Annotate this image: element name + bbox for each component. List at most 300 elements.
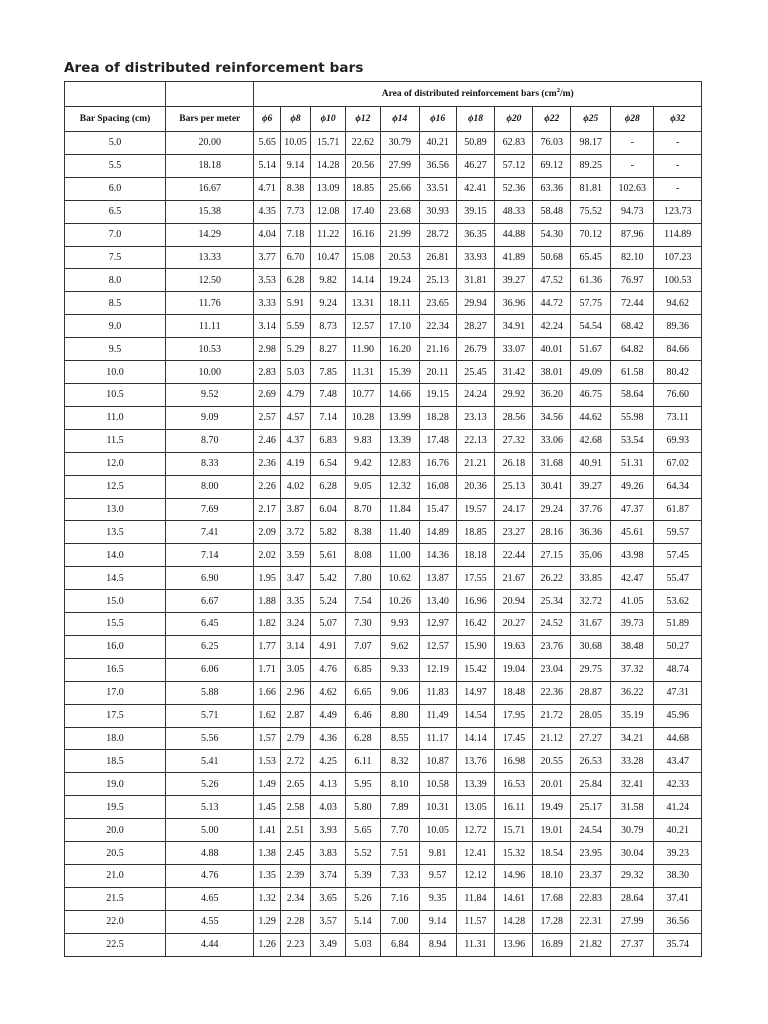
cell-area: 46.75 <box>571 383 611 406</box>
cell-area: 2.83 <box>254 361 280 384</box>
cell-area: 19.57 <box>456 498 495 521</box>
cell-area: 54.54 <box>571 315 611 338</box>
cell-bar-spacing: 20.5 <box>65 842 166 865</box>
cell-area: 20.11 <box>419 361 456 384</box>
cell-area: 6.65 <box>346 681 381 704</box>
cell-area: 3.24 <box>280 613 311 636</box>
column-header-diameter: ϕ14 <box>380 107 419 132</box>
cell-bars-per-meter: 5.88 <box>166 681 254 704</box>
cell-area: 28.27 <box>456 315 495 338</box>
header-blank-cell <box>166 82 254 107</box>
cell-area: 2.34 <box>280 887 311 910</box>
cell-area: 7.73 <box>280 200 311 223</box>
cell-area: 21.99 <box>380 223 419 246</box>
cell-area: 17.48 <box>419 429 456 452</box>
cell-area: 58.48 <box>533 200 571 223</box>
cell-area: 8.08 <box>346 544 381 567</box>
cell-area: 84.66 <box>654 338 702 361</box>
table-row <box>65 613 702 636</box>
cell-area: 7.07 <box>346 635 381 658</box>
cell-area: 2.58 <box>280 796 311 819</box>
cell-area: 38.01 <box>533 361 571 384</box>
cell-bars-per-meter: 7.69 <box>166 498 254 521</box>
cell-area: 15.32 <box>495 842 533 865</box>
cell-area: 7.85 <box>311 361 346 384</box>
cell-area: 3.72 <box>280 521 311 544</box>
cell-bar-spacing: 11.5 <box>65 429 166 452</box>
cell-area: 9.57 <box>419 865 456 888</box>
cell-area: 27.99 <box>611 910 654 933</box>
cell-area: 13.39 <box>456 773 495 796</box>
cell-area: 15.71 <box>495 819 533 842</box>
cell-bars-per-meter: 5.41 <box>166 750 254 773</box>
table-row <box>65 865 702 888</box>
cell-area: 9.05 <box>346 475 381 498</box>
cell-area: 37.41 <box>654 887 702 910</box>
cell-area: 27.27 <box>571 727 611 750</box>
cell-area: 14.14 <box>456 727 495 750</box>
column-header-diameter: ϕ6 <box>254 107 280 132</box>
cell-area: 21.21 <box>456 452 495 475</box>
cell-area: 7.14 <box>311 406 346 429</box>
cell-area: 2.23 <box>280 933 311 956</box>
cell-bars-per-meter: 8.70 <box>166 429 254 452</box>
cell-area: 1.71 <box>254 658 280 681</box>
cell-area: 15.71 <box>311 132 346 155</box>
cell-area: 26.81 <box>419 246 456 269</box>
cell-area: 22.34 <box>419 315 456 338</box>
cell-area: 48.33 <box>495 200 533 223</box>
cell-area: 62.83 <box>495 132 533 155</box>
cell-area: 6.70 <box>280 246 311 269</box>
cell-area: 9.81 <box>419 842 456 865</box>
cell-area: 5.14 <box>346 910 381 933</box>
cell-area: 9.14 <box>280 154 311 177</box>
cell-area: 12.08 <box>311 200 346 223</box>
table-row <box>65 292 702 315</box>
cell-area: 10.05 <box>280 132 311 155</box>
cell-area: 15.42 <box>456 658 495 681</box>
cell-area: 31.68 <box>533 452 571 475</box>
cell-area: 44.62 <box>571 406 611 429</box>
cell-area: 1.66 <box>254 681 280 704</box>
header-blank-cell <box>65 82 166 107</box>
cell-area: 29.24 <box>533 498 571 521</box>
cell-area: 98.17 <box>571 132 611 155</box>
cell-area: 25.13 <box>495 475 533 498</box>
table-row <box>65 154 702 177</box>
table-row <box>65 383 702 406</box>
cell-area: 29.32 <box>611 865 654 888</box>
cell-area: 42.41 <box>456 177 495 200</box>
column-header-bar-spacing: Bar Spacing (cm) <box>65 107 166 132</box>
cell-area: 6.28 <box>311 475 346 498</box>
cell-area: 1.82 <box>254 613 280 636</box>
cell-area: 24.52 <box>533 613 571 636</box>
cell-area: 40.21 <box>419 132 456 155</box>
cell-area: 9.06 <box>380 681 419 704</box>
reinforcement-area-table <box>64 81 702 957</box>
cell-area: 36.56 <box>654 910 702 933</box>
cell-area: 28.05 <box>571 704 611 727</box>
cell-area: 24.24 <box>456 383 495 406</box>
cell-area: 8.55 <box>380 727 419 750</box>
cell-bar-spacing: 9.5 <box>65 338 166 361</box>
cell-area: 4.91 <box>311 635 346 658</box>
cell-area: 50.89 <box>456 132 495 155</box>
cell-area: 13.99 <box>380 406 419 429</box>
cell-area: 94.62 <box>654 292 702 315</box>
cell-area: 8.73 <box>311 315 346 338</box>
cell-area: 51.89 <box>654 613 702 636</box>
cell-area: 4.37 <box>280 429 311 452</box>
cell-area: 2.72 <box>280 750 311 773</box>
cell-area: 13.76 <box>456 750 495 773</box>
cell-bar-spacing: 10.5 <box>65 383 166 406</box>
cell-area: 4.03 <box>311 796 346 819</box>
cell-area: 7.70 <box>380 819 419 842</box>
cell-bars-per-meter: 4.55 <box>166 910 254 933</box>
cell-area: 13.05 <box>456 796 495 819</box>
cell-area: 28.87 <box>571 681 611 704</box>
cell-area: 34.91 <box>495 315 533 338</box>
table-row <box>65 177 702 200</box>
cell-area: 10.58 <box>419 773 456 796</box>
cell-area: - <box>654 132 702 155</box>
cell-bar-spacing: 12.0 <box>65 452 166 475</box>
cell-area: 7.54 <box>346 590 381 613</box>
cell-area: 33.28 <box>611 750 654 773</box>
table-row <box>65 269 702 292</box>
cell-area: 8.38 <box>346 521 381 544</box>
cell-area: 27.32 <box>495 429 533 452</box>
cell-area: 12.41 <box>456 842 495 865</box>
cell-bars-per-meter: 11.11 <box>166 315 254 338</box>
cell-area: 44.88 <box>495 223 533 246</box>
cell-area: 14.14 <box>346 269 381 292</box>
cell-area: 80.42 <box>654 361 702 384</box>
cell-area: 22.62 <box>346 132 381 155</box>
cell-area: 16.11 <box>495 796 533 819</box>
cell-area: 49.09 <box>571 361 611 384</box>
table-row <box>65 132 702 155</box>
cell-area: 5.61 <box>311 544 346 567</box>
cell-bars-per-meter: 5.71 <box>166 704 254 727</box>
cell-area: 13.87 <box>419 567 456 590</box>
cell-area: 12.72 <box>456 819 495 842</box>
cell-area: 76.60 <box>654 383 702 406</box>
cell-area: 25.34 <box>533 590 571 613</box>
cell-bar-spacing: 7.0 <box>65 223 166 246</box>
cell-area: 23.68 <box>380 200 419 223</box>
cell-bars-per-meter: 6.25 <box>166 635 254 658</box>
cell-bar-spacing: 18.5 <box>65 750 166 773</box>
cell-bars-per-meter: 18.18 <box>166 154 254 177</box>
cell-area: 1.45 <box>254 796 280 819</box>
cell-area: 19.01 <box>533 819 571 842</box>
cell-area: 47.52 <box>533 269 571 292</box>
cell-area: 69.93 <box>654 429 702 452</box>
cell-area: 67.02 <box>654 452 702 475</box>
column-header-bars-per-meter: Bars per meter <box>166 107 254 132</box>
table-row <box>65 223 702 246</box>
column-header-diameter: ϕ32 <box>654 107 702 132</box>
cell-area: 35.06 <box>571 544 611 567</box>
cell-bar-spacing: 8.5 <box>65 292 166 315</box>
cell-area: 6.28 <box>280 269 311 292</box>
cell-area: 5.26 <box>346 887 381 910</box>
cell-area: 7.48 <box>311 383 346 406</box>
cell-area: 30.04 <box>611 842 654 865</box>
cell-area: 3.35 <box>280 590 311 613</box>
cell-area: 34.56 <box>533 406 571 429</box>
cell-bar-spacing: 7.5 <box>65 246 166 269</box>
cell-area: 24.54 <box>571 819 611 842</box>
cell-bar-spacing: 10.0 <box>65 361 166 384</box>
table-row <box>65 750 702 773</box>
cell-bars-per-meter: 4.88 <box>166 842 254 865</box>
cell-area: 7.00 <box>380 910 419 933</box>
cell-area: 18.10 <box>533 865 571 888</box>
cell-area: 50.68 <box>533 246 571 269</box>
cell-area: 3.87 <box>280 498 311 521</box>
cell-bars-per-meter: 6.90 <box>166 567 254 590</box>
cell-area: 53.54 <box>611 429 654 452</box>
cell-area: 18.28 <box>419 406 456 429</box>
cell-area: 28.72 <box>419 223 456 246</box>
cell-area: 18.54 <box>533 842 571 865</box>
cell-area: 22.31 <box>571 910 611 933</box>
cell-area: 26.18 <box>495 452 533 475</box>
cell-area: 15.39 <box>380 361 419 384</box>
cell-bar-spacing: 6.0 <box>65 177 166 200</box>
cell-area: 23.13 <box>456 406 495 429</box>
cell-area: 8.70 <box>346 498 381 521</box>
cell-area: 1.57 <box>254 727 280 750</box>
cell-area: 14.97 <box>456 681 495 704</box>
cell-area: 13.96 <box>495 933 533 956</box>
cell-area: 19.49 <box>533 796 571 819</box>
cell-area: 6.46 <box>346 704 381 727</box>
cell-area: 16.20 <box>380 338 419 361</box>
cell-area: 5.65 <box>346 819 381 842</box>
cell-area: 6.83 <box>311 429 346 452</box>
cell-area: 14.61 <box>495 887 533 910</box>
cell-area: 2.39 <box>280 865 311 888</box>
cell-area: 5.95 <box>346 773 381 796</box>
cell-area: 11.84 <box>456 887 495 910</box>
cell-area: 12.32 <box>380 475 419 498</box>
cell-area: 53.62 <box>654 590 702 613</box>
cell-bar-spacing: 12.5 <box>65 475 166 498</box>
cell-bar-spacing: 9.0 <box>65 315 166 338</box>
cell-area: 11.40 <box>380 521 419 544</box>
cell-area: 4.19 <box>280 452 311 475</box>
table-row <box>65 635 702 658</box>
cell-area: 23.76 <box>533 635 571 658</box>
cell-area: 7.30 <box>346 613 381 636</box>
cell-bar-spacing: 22.5 <box>65 933 166 956</box>
cell-area: 2.79 <box>280 727 311 750</box>
cell-bars-per-meter: 4.65 <box>166 887 254 910</box>
column-header-diameter: ϕ28 <box>611 107 654 132</box>
cell-area: 2.26 <box>254 475 280 498</box>
cell-area: 8.80 <box>380 704 419 727</box>
cell-area: 19.63 <box>495 635 533 658</box>
cell-area: 18.18 <box>456 544 495 567</box>
table-row <box>65 361 702 384</box>
cell-area: 44.72 <box>533 292 571 315</box>
cell-area: 13.39 <box>380 429 419 452</box>
cell-area: 33.51 <box>419 177 456 200</box>
cell-area: 39.27 <box>495 269 533 292</box>
cell-area: 36.35 <box>456 223 495 246</box>
cell-area: 17.40 <box>346 200 381 223</box>
cell-area: 27.15 <box>533 544 571 567</box>
cell-area: 8.32 <box>380 750 419 773</box>
cell-bar-spacing: 11.0 <box>65 406 166 429</box>
cell-area: 73.11 <box>654 406 702 429</box>
cell-area: 1.95 <box>254 567 280 590</box>
cell-area: 3.53 <box>254 269 280 292</box>
cell-bar-spacing: 22.0 <box>65 910 166 933</box>
cell-area: 21.67 <box>495 567 533 590</box>
cell-area: 17.10 <box>380 315 419 338</box>
table-row <box>65 796 702 819</box>
cell-area: 2.57 <box>254 406 280 429</box>
table-row <box>65 681 702 704</box>
cell-bar-spacing: 16.0 <box>65 635 166 658</box>
cell-area: 5.91 <box>280 292 311 315</box>
cell-area: 2.28 <box>280 910 311 933</box>
cell-area: - <box>654 177 702 200</box>
cell-area: 11.57 <box>456 910 495 933</box>
cell-area: 13.09 <box>311 177 346 200</box>
cell-area: 16.16 <box>346 223 381 246</box>
cell-area: 33.85 <box>571 567 611 590</box>
cell-bars-per-meter: 6.06 <box>166 658 254 681</box>
cell-area: 61.87 <box>654 498 702 521</box>
cell-area: 29.94 <box>456 292 495 315</box>
cell-bar-spacing: 15.5 <box>65 613 166 636</box>
cell-area: 4.49 <box>311 704 346 727</box>
cell-area: 32.72 <box>571 590 611 613</box>
cell-bars-per-meter: 7.14 <box>166 544 254 567</box>
cell-area: 11.83 <box>419 681 456 704</box>
cell-area: 6.28 <box>346 727 381 750</box>
cell-area: 76.03 <box>533 132 571 155</box>
cell-area: - <box>611 154 654 177</box>
cell-area: 14.89 <box>419 521 456 544</box>
cell-area: 17.45 <box>495 727 533 750</box>
table-row <box>65 498 702 521</box>
cell-area: 31.81 <box>456 269 495 292</box>
cell-bar-spacing: 14.0 <box>65 544 166 567</box>
cell-area: 57.45 <box>654 544 702 567</box>
group-header-superscript: 2 <box>556 86 560 94</box>
cell-bars-per-meter: 16.67 <box>166 177 254 200</box>
cell-area: 11.22 <box>311 223 346 246</box>
cell-area: 36.20 <box>533 383 571 406</box>
cell-area: 25.13 <box>419 269 456 292</box>
cell-area: 2.17 <box>254 498 280 521</box>
cell-area: 35.74 <box>654 933 702 956</box>
cell-area: 16.42 <box>456 613 495 636</box>
cell-area: 54.30 <box>533 223 571 246</box>
cell-area: 28.56 <box>495 406 533 429</box>
column-header-diameter: ϕ8 <box>280 107 311 132</box>
cell-area: 42.68 <box>571 429 611 452</box>
cell-area: 3.14 <box>254 315 280 338</box>
table-row <box>65 544 702 567</box>
cell-area: 1.88 <box>254 590 280 613</box>
column-header-diameter: ϕ25 <box>571 107 611 132</box>
table-row <box>65 475 702 498</box>
cell-area: 12.57 <box>346 315 381 338</box>
cell-area: 10.26 <box>380 590 419 613</box>
cell-area: 15.90 <box>456 635 495 658</box>
cell-area: 10.31 <box>419 796 456 819</box>
cell-area: 57.75 <box>571 292 611 315</box>
cell-area: 3.57 <box>311 910 346 933</box>
cell-area: 24.17 <box>495 498 533 521</box>
cell-area: 6.54 <box>311 452 346 475</box>
cell-area: 30.93 <box>419 200 456 223</box>
cell-area: 87.96 <box>611 223 654 246</box>
cell-area: 3.93 <box>311 819 346 842</box>
cell-area: 23.95 <box>571 842 611 865</box>
cell-area: 23.65 <box>419 292 456 315</box>
cell-area: 59.57 <box>654 521 702 544</box>
cell-area: 2.98 <box>254 338 280 361</box>
cell-area: 10.62 <box>380 567 419 590</box>
cell-area: 81.81 <box>571 177 611 200</box>
cell-area: 48.74 <box>654 658 702 681</box>
cell-area: 3.59 <box>280 544 311 567</box>
cell-area: 69.12 <box>533 154 571 177</box>
cell-area: 20.53 <box>380 246 419 269</box>
cell-area: 22.36 <box>533 681 571 704</box>
cell-bar-spacing: 20.0 <box>65 819 166 842</box>
cell-area: 12.57 <box>419 635 456 658</box>
cell-area: 38.30 <box>654 865 702 888</box>
cell-area: 5.07 <box>311 613 346 636</box>
column-header-diameter: ϕ16 <box>419 107 456 132</box>
cell-area: 45.96 <box>654 704 702 727</box>
cell-area: 11.31 <box>346 361 381 384</box>
cell-bar-spacing: 17.5 <box>65 704 166 727</box>
cell-area: 42.24 <box>533 315 571 338</box>
cell-area: 11.31 <box>456 933 495 956</box>
column-header-diameter: ϕ22 <box>533 107 571 132</box>
cell-area: 11.49 <box>419 704 456 727</box>
table-row <box>65 658 702 681</box>
cell-area: 5.39 <box>346 865 381 888</box>
cell-bars-per-meter: 7.41 <box>166 521 254 544</box>
cell-area: 114.89 <box>654 223 702 246</box>
table-row <box>65 246 702 269</box>
cell-area: 52.36 <box>495 177 533 200</box>
cell-area: 3.74 <box>311 865 346 888</box>
cell-area: 5.24 <box>311 590 346 613</box>
table-row <box>65 338 702 361</box>
cell-area: 10.28 <box>346 406 381 429</box>
cell-bars-per-meter: 5.13 <box>166 796 254 819</box>
cell-area: 76.97 <box>611 269 654 292</box>
cell-area: 94.73 <box>611 200 654 223</box>
cell-area: 5.52 <box>346 842 381 865</box>
cell-area: 23.27 <box>495 521 533 544</box>
